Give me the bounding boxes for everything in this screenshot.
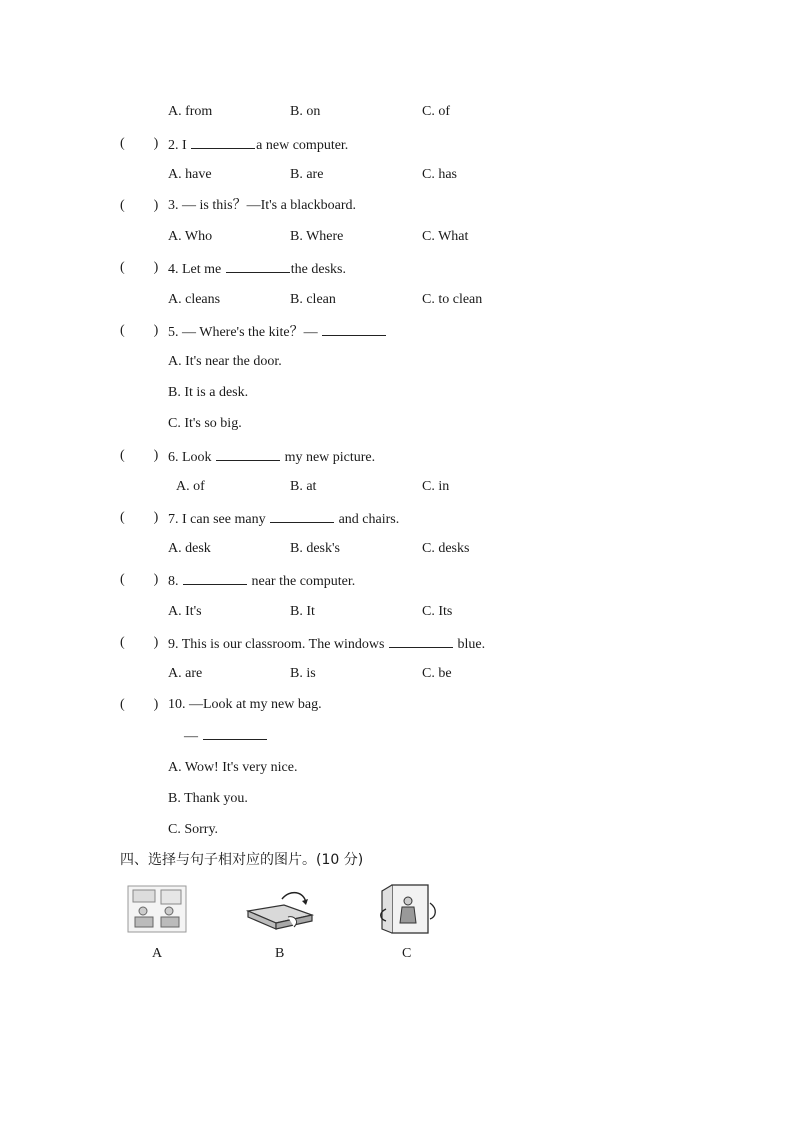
q2-option-c: C. has xyxy=(422,167,457,182)
q5-option-c: C. It's so big. xyxy=(168,416,242,431)
picture-label-c: C xyxy=(402,946,412,961)
question-text-post: blue. xyxy=(457,637,486,652)
question-10 xyxy=(168,696,322,714)
question-text-pre: Look xyxy=(182,450,212,465)
q9-option-c: C. be xyxy=(422,666,452,681)
q1-option-b: B. on xyxy=(290,104,321,119)
q7-option-a: A. desk xyxy=(168,541,211,556)
answer-blank[interactable] xyxy=(203,726,267,740)
q3-option-a: A. Who xyxy=(168,229,213,244)
question-text-post: and chairs. xyxy=(338,512,400,527)
q9-option-b: B. is xyxy=(290,666,316,681)
paren-left: ( xyxy=(120,323,125,338)
answer-paren[interactable] xyxy=(120,197,158,215)
q7-option-b: B. desk's xyxy=(290,541,340,556)
picture-label-b: B xyxy=(275,946,285,961)
q6-option-b: B. at xyxy=(290,479,317,494)
question-text-pre: — Where's the kite？— xyxy=(182,325,318,340)
q10-option-c: C. Sorry. xyxy=(168,822,219,837)
answer-blank[interactable] xyxy=(322,322,386,336)
question-number: 4. xyxy=(168,262,179,277)
q5-option-b: B. It is a desk. xyxy=(168,385,249,400)
q8-option-c: C. Its xyxy=(422,604,453,619)
q5-option-a: A. It's near the door. xyxy=(168,354,282,369)
answer-blank[interactable] xyxy=(191,135,255,149)
question-2 xyxy=(168,135,348,155)
paren-right: ) xyxy=(153,572,159,587)
question-number: 8. xyxy=(168,574,179,589)
paren-right: ) xyxy=(153,198,159,213)
q1-option-c: C. of xyxy=(422,104,450,119)
classroom-picture-icon[interactable] xyxy=(127,885,187,933)
picture-label-a: A xyxy=(152,946,163,961)
paren-right: ) xyxy=(153,323,159,338)
question-number: 7. xyxy=(168,512,179,527)
paren-left: ( xyxy=(120,448,125,463)
question-text-post: a new computer. xyxy=(256,138,349,153)
paren-left: ( xyxy=(120,260,125,275)
paren-left: ( xyxy=(120,136,125,151)
answer-paren[interactable] xyxy=(120,696,158,714)
answer-paren[interactable] xyxy=(120,571,158,589)
question-10-reply xyxy=(184,726,268,746)
question-number: 5. xyxy=(168,325,179,340)
question-number: 9. xyxy=(168,637,179,652)
paren-left: ( xyxy=(120,510,125,525)
section-4-title: 四、选择与句子相对应的图片。(10 分) xyxy=(120,852,364,868)
q9-option-a: A. are xyxy=(168,666,203,681)
answer-blank[interactable] xyxy=(226,259,290,273)
question-text: — is this？—It's a blackboard. xyxy=(182,198,356,213)
paren-left: ( xyxy=(120,697,125,712)
q7-option-c: C. desks xyxy=(422,541,470,556)
paren-right: ) xyxy=(153,635,159,650)
question-number: 2. xyxy=(168,138,179,153)
question-number: 3. xyxy=(168,198,179,213)
question-text-pre: This is our classroom. The windows xyxy=(181,637,385,652)
q3-option-b: B. Where xyxy=(290,229,344,244)
q4-option-c: C. to clean xyxy=(422,292,483,307)
paren-right: ) xyxy=(153,697,159,712)
paren-left: ( xyxy=(120,635,125,650)
answer-paren[interactable] xyxy=(120,259,158,277)
paren-right: ) xyxy=(153,136,159,151)
q10-option-b: B. Thank you. xyxy=(168,791,248,806)
paren-left: ( xyxy=(120,198,125,213)
answer-blank[interactable] xyxy=(270,509,334,523)
q4-option-b: B. clean xyxy=(290,292,336,307)
q6-option-c: C. in xyxy=(422,479,450,494)
question-text-pre: Let me xyxy=(182,262,222,277)
paren-left: ( xyxy=(120,572,125,587)
answer-blank[interactable] xyxy=(216,447,280,461)
question-3 xyxy=(168,197,356,215)
q2-option-a: A. have xyxy=(168,167,212,182)
q2-option-b: B. are xyxy=(290,167,324,182)
paren-right: ) xyxy=(153,448,159,463)
question-6 xyxy=(168,447,375,467)
question-text-pre: I xyxy=(182,138,187,153)
question-9 xyxy=(168,634,485,654)
answer-paren[interactable] xyxy=(120,135,158,153)
answer-blank[interactable] xyxy=(183,571,247,585)
question-text-post: near the computer. xyxy=(251,574,356,589)
question-text: —Look at my new bag. xyxy=(189,697,322,712)
reply-dash: — xyxy=(184,729,198,744)
question-text-post: my new picture. xyxy=(284,450,376,465)
answer-paren[interactable] xyxy=(120,509,158,527)
question-4 xyxy=(168,259,346,279)
question-number: 10. xyxy=(168,697,186,712)
q10-option-a: A. Wow! It's very nice. xyxy=(168,760,298,775)
question-8 xyxy=(168,571,355,591)
answer-blank[interactable] xyxy=(389,634,453,648)
answer-paren[interactable] xyxy=(120,322,158,340)
q4-option-a: A. cleans xyxy=(168,292,221,307)
answer-paren[interactable] xyxy=(120,447,158,465)
paren-right: ) xyxy=(153,510,159,525)
question-text-pre: I can see many xyxy=(182,512,266,527)
book-open-picture-icon[interactable] xyxy=(244,887,316,935)
q1-option-a: A. from xyxy=(168,104,213,119)
q6-option-a: A. of xyxy=(176,479,205,494)
q8-option-b: B. It xyxy=(290,604,315,619)
question-7 xyxy=(168,509,399,529)
paren-right: ) xyxy=(153,260,159,275)
q8-option-a: A. It's xyxy=(168,604,202,619)
question-5 xyxy=(168,322,387,342)
question-text-post: the desks. xyxy=(290,262,346,277)
open-window-picture-icon[interactable] xyxy=(378,883,440,935)
question-number: 6. xyxy=(168,450,179,465)
q3-option-c: C. What xyxy=(422,229,469,244)
answer-paren[interactable] xyxy=(120,634,158,652)
